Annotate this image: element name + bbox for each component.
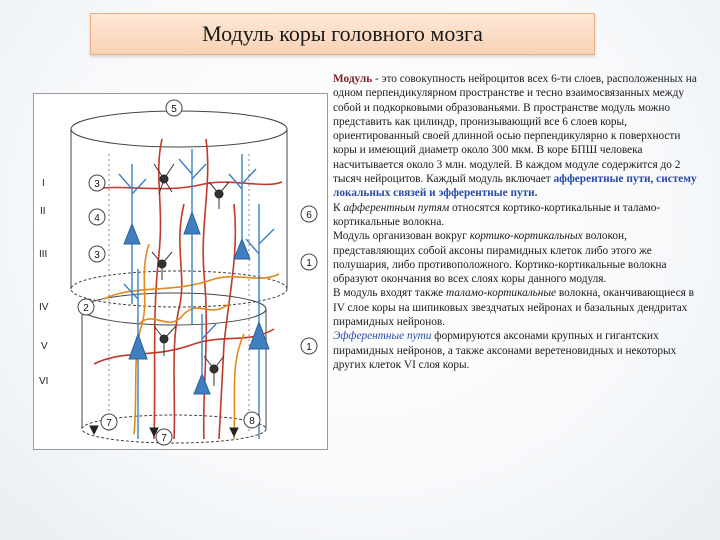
term-afferent-paths: афферентным путям — [343, 201, 450, 214]
paragraph-efferent — [333, 329, 705, 372]
callout-5 — [166, 100, 182, 116]
layer-label-5: V — [41, 341, 48, 352]
layer-label-3: III — [39, 249, 48, 260]
cortex-module-diagram — [34, 94, 327, 449]
text-fragment: относятся кортико-кортикальные и таламо-кортикальные волокна. — [333, 201, 661, 228]
callout-6 — [301, 206, 317, 222]
svg-text:4: 4 — [94, 213, 100, 224]
pyramidal-neuron — [234, 239, 250, 259]
callout-4 — [89, 209, 105, 225]
pyramidal-neuron — [129, 334, 147, 359]
middle-ring-ellipse — [82, 293, 266, 325]
layer-label-6: VI — [39, 376, 49, 387]
definition-text: - это совокупность нейроцитов всех 6-ти слоев, расположенных на одном перпендикулярном пространстве и тесно взаимосвязанных между собой и подкорковыми образованьями. В пространстве модуль можно представить как цилиндр, пронизывающий все 6 слоев коры, ориентированный своей длинной осью перпендикулярно к поверхности коры и имеющий диаметр около 300 мкм. В коре БПШ человека насчитывается около 3 млн. модулей. В каждом модуле содержится до 2 тысяч нейроцитов. Каждый модуль включает — [333, 73, 697, 186]
callout-7-left — [101, 414, 117, 430]
svg-text:7: 7 — [106, 418, 112, 429]
svg-text:8: 8 — [249, 416, 255, 427]
text-fragment: В модуль входят также — [333, 287, 446, 300]
svg-text:2: 2 — [83, 303, 89, 314]
svg-text:3: 3 — [94, 250, 100, 261]
paragraph-cortico-cortical — [333, 229, 705, 286]
text-fragment: формируются аксонами крупных и гигантских пирамидных нейронов, а также аксонами веретеновидных и некоторых других клеток VI слоя коры. — [333, 330, 677, 371]
term-module: Модуль — [333, 73, 373, 85]
callout-3-lower — [89, 246, 105, 262]
text-fragment: Модуль организован вокруг — [333, 230, 470, 243]
svg-text:1: 1 — [306, 258, 312, 269]
cortex-module-figure — [33, 93, 328, 450]
module-description — [333, 72, 705, 372]
paragraph-afferent — [333, 201, 705, 230]
text-fragment: К — [333, 201, 344, 214]
term-thalamo-cortical: таламо-кортикальные — [446, 287, 557, 300]
svg-text:6: 6 — [306, 210, 312, 221]
slide-title: Модуль коры головного мозга — [202, 21, 483, 46]
callout-8 — [244, 412, 260, 428]
callout-2 — [78, 299, 94, 315]
top-cylinder-top-ellipse — [71, 111, 287, 147]
layer-label-4: IV — [39, 302, 49, 313]
module-components-highlight: афферентные пути, систему локальных связей и эфферентные пути. — [333, 173, 697, 200]
text-fragment: волокон, представляющих собой аксоны пирамидных клеток либо этого же полушария, либо противоположного. Кортико-кортикальные волокна образуют окончания во всех слоях коры данного модуля. — [333, 230, 667, 286]
pyramidal-neuron — [194, 374, 210, 394]
term-cortico-cortical: кортико-кортикальных — [469, 230, 583, 243]
svg-text:7: 7 — [161, 433, 167, 444]
svg-text:1: 1 — [306, 342, 312, 353]
layer-label-2: II — [40, 206, 46, 217]
svg-text:5: 5 — [171, 104, 177, 115]
term-efferent-paths: Эфферентные пути — [333, 330, 432, 343]
callout-7-center — [156, 429, 172, 445]
slide-title-box — [90, 13, 595, 55]
layer-label-1: I — [42, 178, 45, 189]
callout-1-lower — [301, 338, 317, 354]
pyramidal-neuron — [184, 212, 200, 234]
paragraph-definition — [333, 72, 705, 201]
svg-text:3: 3 — [94, 179, 100, 190]
pyramidal-neuron — [124, 224, 140, 244]
callout-1-upper — [301, 254, 317, 270]
paragraph-thalamo-cortical — [333, 286, 705, 329]
callout-3-upper — [89, 175, 105, 191]
text-fragment: волокна, оканчивающиеся в IV слое коры на шипиковых звездчатых нейронах и базальных дендритах пирамидных нейронов. — [333, 287, 694, 329]
